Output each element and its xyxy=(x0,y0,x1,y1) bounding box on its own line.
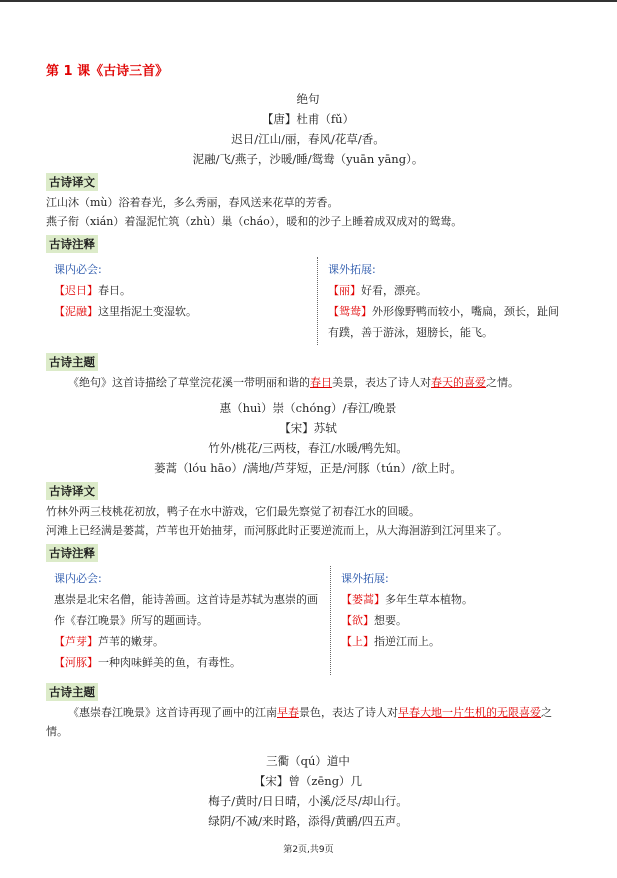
extended-label: 课外拓展: xyxy=(341,572,389,585)
note-item xyxy=(341,631,562,652)
note-text: 外形像野鸭而较小，嘴扁，颈长，趾间有蹼，善于游泳，翅膀长，能飞。 xyxy=(328,305,559,339)
note-text: 多年生草本植物。 xyxy=(385,593,473,606)
note-term: 【泥融】 xyxy=(54,305,98,318)
theme-highlight: 早春 xyxy=(277,706,299,719)
translation-heading: 古诗译文 xyxy=(46,482,98,500)
poem1-title: 绝句 xyxy=(296,92,320,106)
note-text: 一种肉味鲜美的鱼，有毒性。 xyxy=(98,656,241,669)
theme-highlight: 春天的喜爱 xyxy=(431,376,486,389)
lesson-title: 第 1 课《古诗三首》 xyxy=(46,64,169,79)
note-text: 指逆江而上。 xyxy=(374,635,440,648)
poem3-title: 三衢（qú）道中 xyxy=(266,754,350,768)
poem1-theme xyxy=(46,373,570,392)
in-class-label: 课内必会: xyxy=(54,572,102,585)
theme-highlight: 早春大地一片生机的无限喜爱 xyxy=(398,706,541,719)
note-text: 芦苇的嫩芽。 xyxy=(98,635,164,648)
poem2-notes xyxy=(46,566,570,675)
theme-text: 美景，表达了诗人对 xyxy=(332,376,431,389)
theme-text: 《绝句》这首诗描绘了草堂浣花溪一带明丽和谐的 xyxy=(68,376,310,389)
poem3-line-2: 绿阴/不减/来时路，添得/黄鹂/四五声。 xyxy=(208,814,408,828)
top-rule xyxy=(0,0,617,2)
note-item xyxy=(54,652,322,673)
in-class-label: 课内必会: xyxy=(54,263,102,276)
poem2-line-1: 竹外/桃花/三两枝，春江/水暖/鸭先知。 xyxy=(208,441,408,455)
poem2-line-2: 蒌蒿（lóu hāo）/满地/芦芽短，正是/河豚（tún）/欲上时。 xyxy=(154,461,462,475)
note-term: 【上】 xyxy=(341,635,374,648)
poem2-translation-2: 河滩上已经满是蒌蒿，芦苇也开始抽芽，而河豚此时正要逆流而上，从大海洄游到江河里来了。 xyxy=(46,524,508,537)
poem1-notes-in-class xyxy=(46,257,317,345)
document-page xyxy=(46,52,570,831)
theme-text: 之情。 xyxy=(486,376,519,389)
poem1-translation-2: 燕子衔（xián）着湿泥忙筑（zhù）巢（cháo），暖和的沙子上睡着成双成对的鸳鸯。 xyxy=(46,215,463,228)
theme-text: 之情。 xyxy=(46,706,552,738)
note-item xyxy=(54,301,309,322)
poem1-notes-extended xyxy=(317,257,570,345)
notes-heading: 古诗注释 xyxy=(46,235,98,253)
extended-label: 课外拓展: xyxy=(328,263,376,276)
theme-text: 《惠崇春江晚景》这首诗再现了画中的江南 xyxy=(68,706,277,719)
poem3-line-1: 梅子/黄时/日日晴，小溪/泛尽/却山行。 xyxy=(208,794,408,808)
poem3-author: 【宋】曾（zēng）几 xyxy=(253,774,363,788)
theme-highlight: 春日 xyxy=(310,376,332,389)
poem1-author: 【唐】杜甫（fǔ） xyxy=(261,112,355,126)
poem2-author: 【宋】苏轼 xyxy=(279,421,337,435)
note-intro: 惠崇是北宋名僧，能诗善画。这首诗是苏轼为惠崇的画作《春江晚景》所写的题画诗。 xyxy=(54,593,318,627)
page-footer: 第2页,共9页 xyxy=(283,845,334,855)
note-item xyxy=(328,280,562,301)
note-term: 【欲】 xyxy=(341,614,374,627)
poem1-notes xyxy=(46,257,570,345)
note-item xyxy=(54,280,309,301)
poem1-translation-1: 江山沐（mù）浴着春光，多么秀丽，春风送来花草的芳香。 xyxy=(46,196,339,209)
poem2-title: 惠（huì）崇（chóng）/春江/晚景 xyxy=(219,401,397,415)
poem2-translation-1: 竹林外两三枝桃花初放，鸭子在水中游戏，它们最先察觉了初春江水的回暖。 xyxy=(46,505,420,518)
translation-heading: 古诗译文 xyxy=(46,173,98,191)
poem2-theme xyxy=(46,703,570,741)
poem1-line-1: 迟日/江山/丽，春风/花草/香。 xyxy=(231,132,385,146)
note-term: 【蒌蒿】 xyxy=(341,593,385,606)
note-item xyxy=(54,631,322,652)
note-term: 【河豚】 xyxy=(54,656,98,669)
note-term: 【鸳鸯】 xyxy=(328,305,372,318)
poem1-line-2: 泥融/飞/燕子，沙暖/睡/鸳鸯（yuān yāng）。 xyxy=(192,152,424,166)
theme-heading: 古诗主题 xyxy=(46,683,98,701)
theme-heading: 古诗主题 xyxy=(46,353,98,371)
note-text: 春日。 xyxy=(98,284,131,297)
note-term: 【丽】 xyxy=(328,284,361,297)
note-item xyxy=(341,610,562,631)
note-item xyxy=(341,589,562,610)
theme-text: 景色，表达了诗人对 xyxy=(299,706,398,719)
notes-heading: 古诗注释 xyxy=(46,544,98,562)
note-term: 【芦芽】 xyxy=(54,635,98,648)
note-item xyxy=(328,301,562,343)
note-term: 【迟日】 xyxy=(54,284,98,297)
poem2-notes-in-class xyxy=(46,566,330,675)
note-text: 好看，漂亮。 xyxy=(361,284,427,297)
poem2-notes-extended xyxy=(330,566,570,675)
note-text: 想要。 xyxy=(374,614,407,627)
note-text: 这里指泥土变湿软。 xyxy=(98,305,197,318)
